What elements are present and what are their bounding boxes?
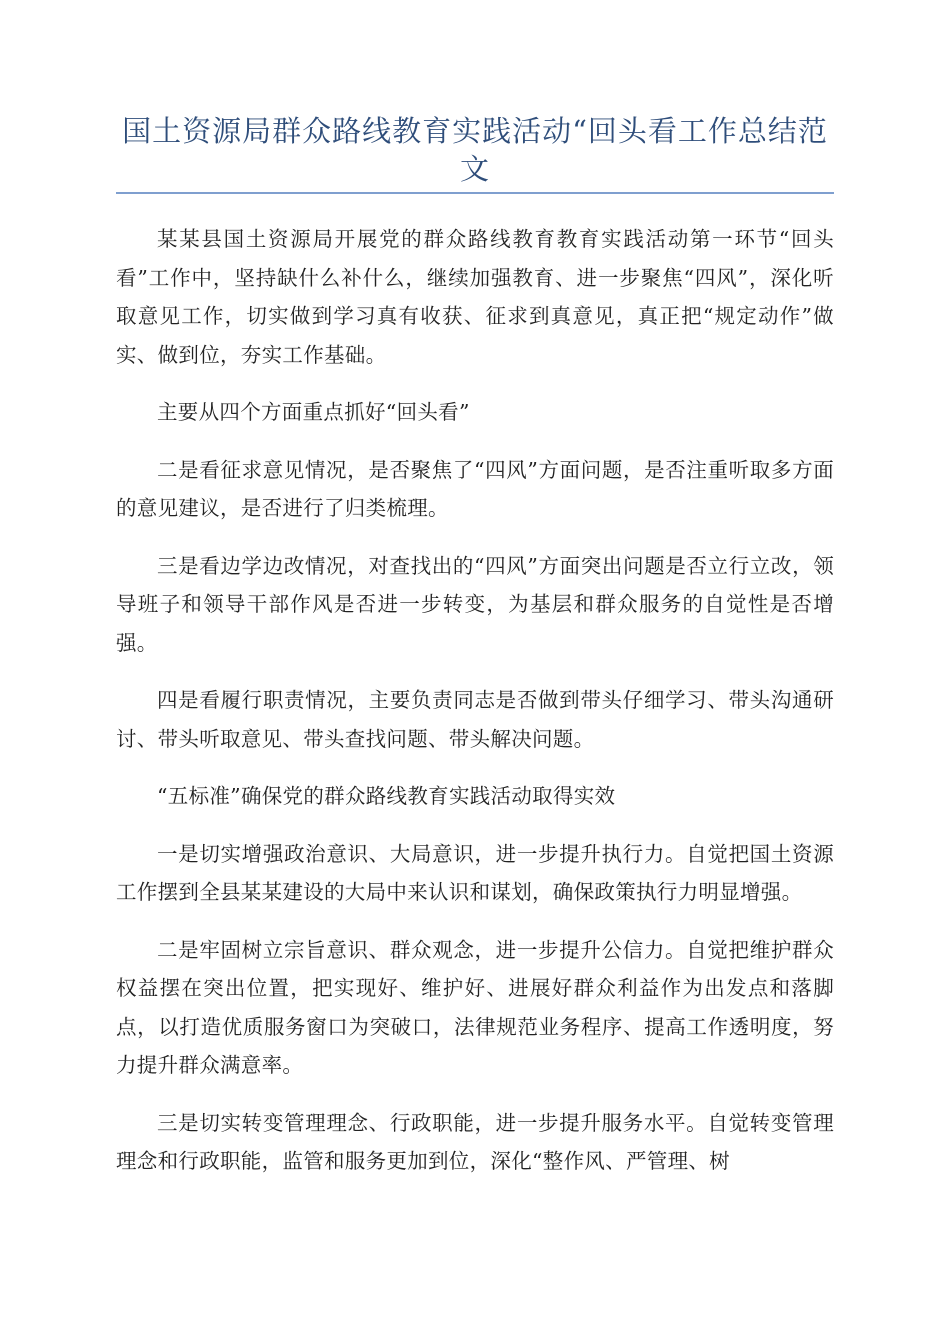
paragraph-item-four: 四是看履行职责情况，主要负责同志是否做到带头仔细学习、带头沟通研讨、带头听取意见、带头查找问题、带头解决问题。 — [116, 688, 834, 751]
paragraph-standard-one: 一是切实增强政治意识、大局意识，进一步提升执行力。自觉把国土资源工作摆到全县某某建设的大局中来认识和谋划，确保政策执行力明显增强。 — [116, 841, 834, 904]
paragraph-standard-two: 二是牢固树立宗旨意识、群众观念，进一步提升公信力。自觉把维护群众权益摆在突出位置，把实现好、维护好、进展好群众利益作为出发点和落脚点，以打造优质服务窗口为突破口，法律规范业务程序、提高工作透明度，努力提升群众满意率。 — [116, 937, 834, 1077]
paragraph-standard-three: 三是切实转变管理理念、行政职能，进一步提升服务水平。自觉转变管理理念和行政职能，监管和服务更加到位，深化“整作风、严管理、树 — [116, 1110, 834, 1173]
title-underline — [116, 192, 834, 194]
paragraph-intro: 某某县国土资源局开展党的群众路线教育教育实践活动第一环节“回头看”工作中，坚持缺什么补什么，继续加强教育、进一步聚焦“四风”，深化听取意见工作，切实做到学习真有收获、征求到真意见，真正把“规定动作”做实、做到位，夯实工作基础。 — [116, 227, 834, 367]
document-page — [116, 0, 834, 1200]
document-title: 国土资源局群众路线教育实践活动“回头看工作总结范文 — [122, 114, 828, 186]
paragraph-item-three: 三是看边学边改情况，对查找出的“四风”方面突出问题是否立行立改，领导班子和领导干部作风是否进一步转变，为基层和群众服务的自觉性是否增强。 — [116, 553, 834, 655]
section-heading-five-standards: “五标准”确保党的群众路线教育实践活动取得实效 — [157, 784, 616, 808]
section-heading-four-aspects: 主要从四个方面重点抓好“回头看” — [157, 400, 470, 424]
paragraph-item-two: 二是看征求意见情况，是否聚焦了“四风”方面问题，是否注重听取多方面的意见建议，是否进行了归类梳理。 — [116, 457, 834, 520]
